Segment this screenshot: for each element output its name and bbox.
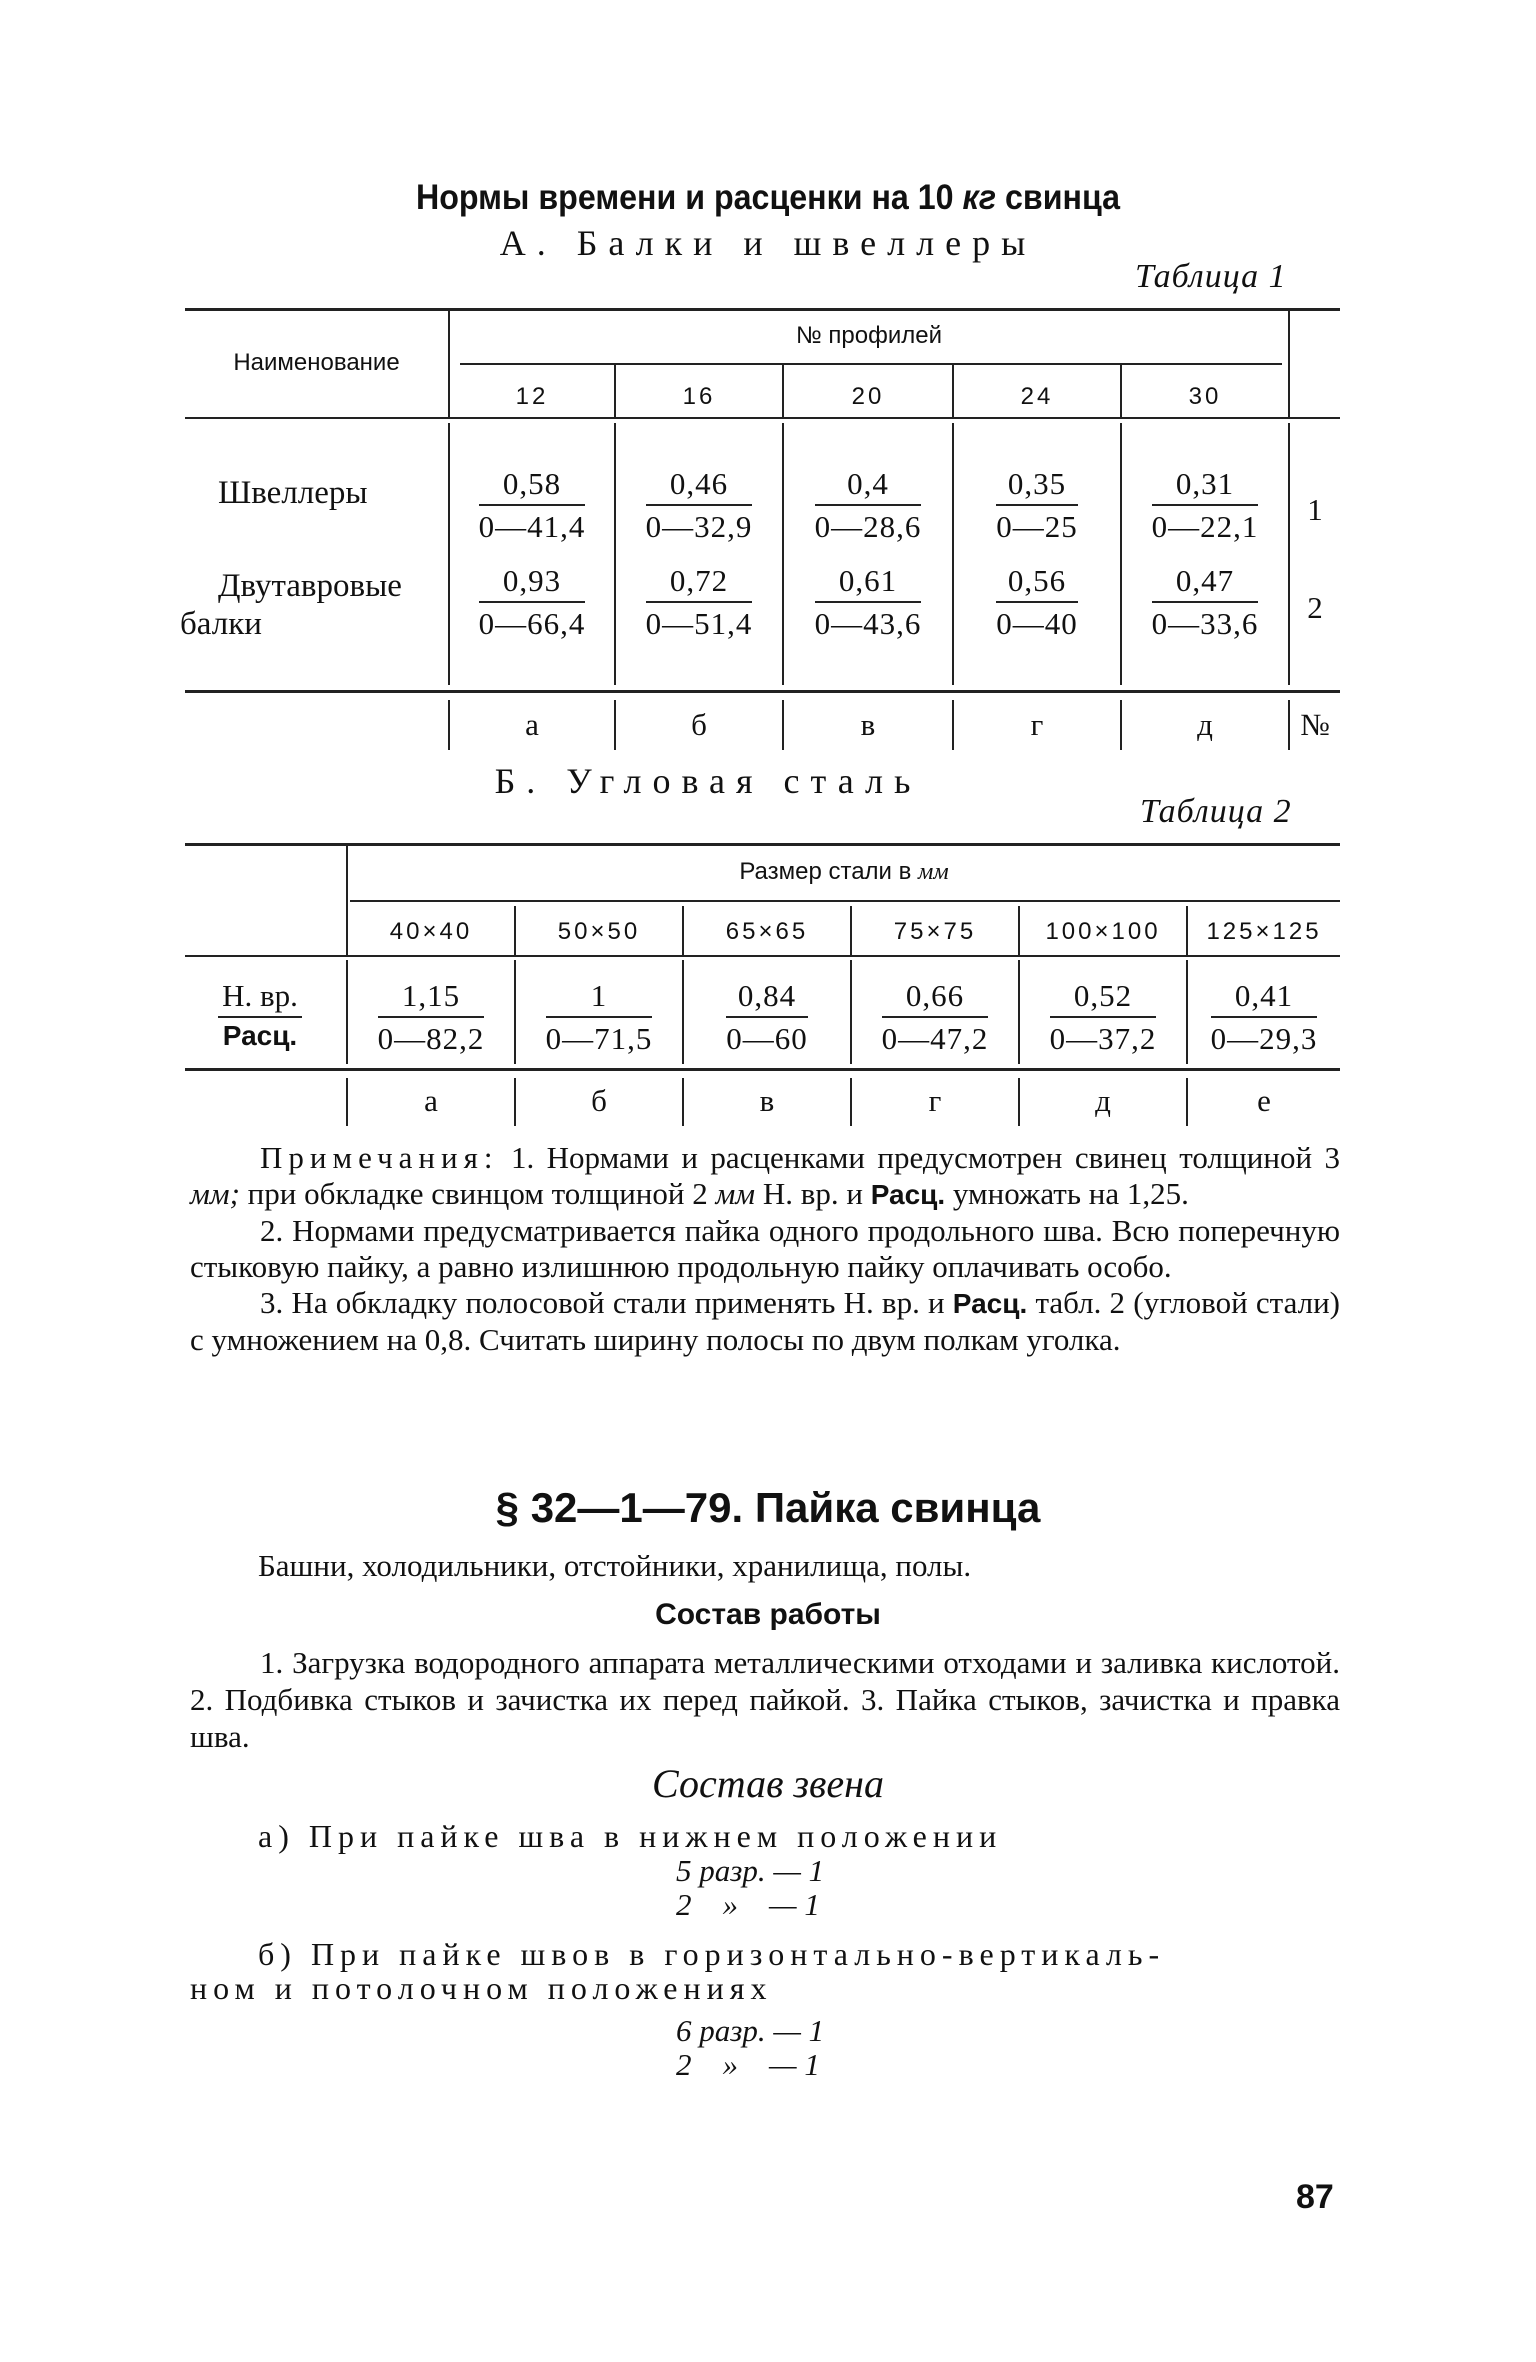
- table2-col-letter: б: [591, 1083, 607, 1118]
- table1-row-name: балки: [180, 606, 262, 642]
- table2-label: Таблица 2: [1140, 793, 1292, 830]
- table1-name-header: Наименование: [233, 349, 400, 376]
- note-2: 2. Нормами предусматривается пайка одного продольного шва. Всю поперечную стыковую пайку, а равно излишнюю продольную пайку оплачивать особо.: [190, 1213, 1340, 1284]
- crew-b-line: 2 » — 1: [676, 2047, 820, 2082]
- table2-col-header: 65×65: [725, 918, 809, 945]
- table2-col-letter: е: [1257, 1083, 1271, 1118]
- table2-cell: $\frac{0,66}{0—47,2}$: [881, 978, 989, 1056]
- table1-cell: $\frac{0,93}{0—66,4}$: [478, 563, 586, 641]
- table1-cell: $\frac{0,4}{0—28,6}$: [814, 466, 922, 544]
- section-objects: Башни, холодильники, отстойники, хранилища, полы.: [258, 1548, 972, 1583]
- table1-row-name: Швеллеры: [218, 475, 368, 511]
- table1-number-label: №: [1300, 707, 1330, 742]
- table1-col-letter: в: [860, 707, 876, 742]
- table2-cell: $\frac{1}{0—71,5}$: [545, 978, 653, 1056]
- table1-col-header: 24: [1020, 383, 1054, 410]
- crew-b-line: 6 разр. — 1: [676, 2013, 825, 2048]
- table1-row-number: 1: [1307, 492, 1323, 527]
- table2-col-header: 125×125: [1206, 918, 1322, 945]
- table2-col-letter: д: [1095, 1083, 1111, 1118]
- table1-col-letter: а: [525, 707, 539, 742]
- crew-variant-b: б) При пайке швов в горизонтально-вертикаль-: [258, 1936, 1166, 1972]
- table2-col-letter: г: [928, 1083, 942, 1118]
- table2-cell: $\frac{1,15}{0—82,2}$: [377, 978, 485, 1056]
- table2-cell: $\frac{0,84}{0—60}$: [726, 978, 808, 1056]
- notes-heading: Примечания:: [260, 1140, 499, 1175]
- table2-col-header: 50×50: [557, 918, 641, 945]
- table2-col-letter: а: [424, 1083, 438, 1118]
- table1-col-letter: г: [1030, 707, 1044, 742]
- table1-cell: $\frac{0,61}{0—43,6}$: [814, 563, 922, 641]
- table2-cell: $\frac{0,52}{0—37,2}$: [1049, 978, 1157, 1056]
- table2-row-label-norm: Н. вр.: [200, 978, 320, 1018]
- table1-cell: $\frac{0,58}{0—41,4}$: [478, 466, 586, 544]
- page-number: 87: [1296, 2178, 1334, 2216]
- table1-row-name: Двутавровые: [218, 568, 402, 604]
- table1-group-header: № профилей: [795, 322, 942, 349]
- table2-group-header: Размер стали в мм: [739, 858, 949, 885]
- table2-row-label-rate: Расц.: [222, 1020, 298, 1051]
- table2-col-header: 75×75: [893, 918, 977, 945]
- table1-row-number: 2: [1307, 590, 1323, 625]
- page-title: Нормы времени и расценки на 10 кг свинца: [415, 178, 1121, 217]
- crew-a-line: 2 » — 1: [676, 1887, 820, 1922]
- work-text: 1. Загрузка водородного аппарата металлическими отходами и заливка кислотой. 2. Подбивка стыков и зачистка их перед пайкой. 3. Пайка стыков, зачистка и правка шва.: [190, 1645, 1340, 1754]
- table1-col-header: 12: [515, 383, 549, 410]
- table2-subtitle: Б. Угловая сталь: [494, 761, 922, 801]
- table1-cell: $\frac{0,46}{0—32,9}$: [645, 466, 753, 544]
- table1-col-header: 30: [1188, 383, 1222, 410]
- work-heading: Состав работы: [655, 1598, 881, 1631]
- table1-col-header: 20: [851, 383, 885, 410]
- table1-cell: $\frac{0,31}{0—22,1}$: [1151, 466, 1259, 544]
- table1-col-header: 16: [682, 383, 716, 410]
- crew-a-line: 5 разр. — 1: [676, 1853, 825, 1888]
- table2-col-header: 100×100: [1045, 918, 1161, 945]
- table2-cell: $\frac{0,41}{0—29,3}$: [1210, 978, 1318, 1056]
- table1-subtitle: А. Балки и швеллеры: [499, 223, 1037, 263]
- crew-variant-a: а) При пайке шва в нижнем положении: [258, 1818, 1003, 1854]
- table2-col-letter: в: [759, 1083, 775, 1118]
- crew-heading: Состав звена: [651, 1761, 884, 1806]
- table1-cell: $\frac{0,47}{0—33,6}$: [1151, 563, 1259, 641]
- crew-variant-b-cont: ном и потолочном положениях: [190, 1970, 773, 2006]
- table1-col-letter: д: [1197, 707, 1213, 742]
- table1-col-letter: б: [691, 707, 707, 742]
- table1-cell: $\frac{0,72}{0—51,4}$: [645, 563, 753, 641]
- notes: Примечания: 1. Нормами и расценками предусмотрен свинец толщиной 3 мм; при обкладке свинцом толщиной 2 мм Н. вр. и Расц. умножать на 1,25. 2. Нормами предусматривается пайка одного продольного шва. Всю поперечную стыковую пайку, а равно излишнюю продольную пайку оплачивать особо. 3. На обкладку полосовой стали применять Н. вр. и Расц. табл. 2 (угловой стали) с умножением на 0,8. Считать ширину полосы по двум полкам уголка.: [190, 1140, 1340, 1357]
- table2-col-header: 40×40: [389, 918, 473, 945]
- section-heading: § 32—1—79. Пайка свинца: [495, 1484, 1041, 1531]
- table1-label: Таблица 1: [1135, 258, 1287, 295]
- table1-cell: $\frac{0,56}{0—40}$: [996, 563, 1078, 641]
- table1-cell: $\frac{0,35}{0—25}$: [996, 466, 1078, 544]
